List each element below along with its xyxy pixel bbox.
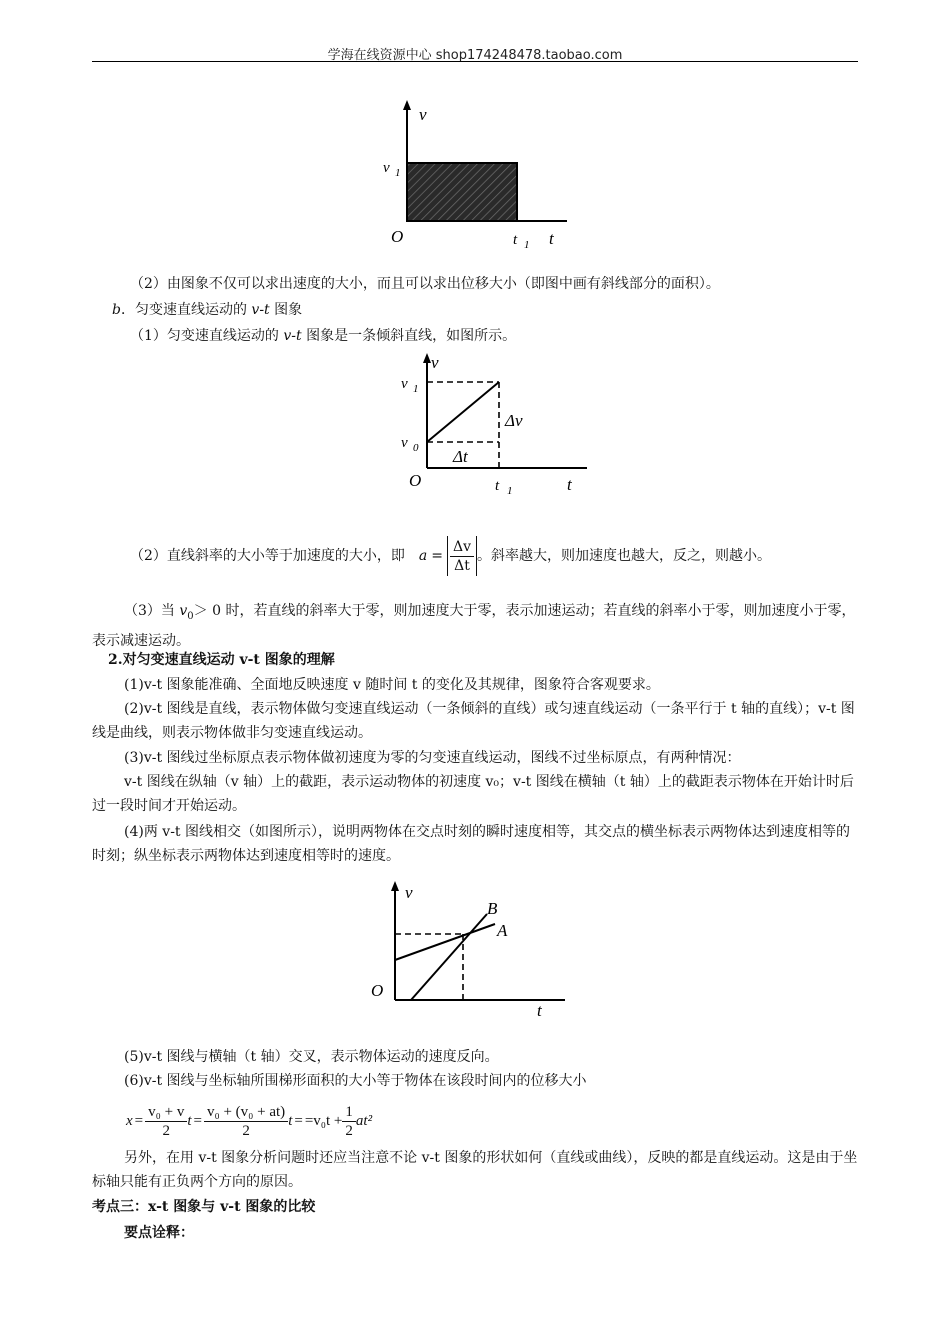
v-axis-label: v	[431, 353, 439, 372]
t-axis-label: t	[549, 229, 554, 248]
line-a-label: A	[497, 921, 508, 940]
t1-sub: 1	[507, 485, 513, 497]
item-b-title: b．匀变速直线运动的 v-t 图象	[112, 302, 303, 318]
v1-label: v	[401, 376, 408, 392]
para-6: (6)v-t 图线与坐标轴所围梯形面积的大小等于物体在该段时间内的位移大小	[124, 1073, 587, 1089]
header-rule	[92, 61, 858, 62]
v-axis-arrow	[391, 881, 399, 891]
origin-label: O	[371, 981, 384, 1000]
v-axis-label: v	[419, 105, 427, 124]
b-label: b	[112, 302, 121, 318]
figure-intersecting-vt	[365, 878, 575, 1028]
para-5: (5)v-t 图线与横轴（t 轴）交叉，表示物体运动的速度反向。	[124, 1049, 499, 1065]
line-a	[395, 924, 495, 960]
t1-sub: 1	[524, 239, 530, 251]
v0-label: v	[401, 435, 408, 451]
shaded-area	[407, 163, 517, 221]
para-7: 另外，在用 v-t 图象分析问题时还应当注意不论 v-t 图象的形状如何（直线或曲线），反映的都是直线运动。这是由于坐标轴只能有正负两个方向的原因。	[92, 1150, 858, 1190]
para-3b: v-t 图线在纵轴（v 轴）上的截距，表示运动物体的初速度 v₀；v-t 图线在横轴（t 轴）上的截距表示物体在开始计时后过一段时间才开始运动。	[92, 774, 854, 814]
t-axis-label: t	[567, 475, 572, 494]
figure-uniform-vt	[375, 96, 575, 256]
item-b3: （3）当 $v_0> 0$ 时，若直线的斜率大于零，则加速度大于零，表示加速运动；若直线的斜率小于零，则加速度小于零，表示减速运动。	[92, 603, 856, 649]
section2-title: 2.对匀变速直线运动 v-t 图象的理解	[108, 652, 335, 668]
item-a2: （2）由图象不仅可以求出速度的大小，而且可以求出位移大小（即图中画有斜线部分的面积）。	[130, 276, 720, 292]
line-b	[411, 914, 487, 1000]
origin-label: O	[391, 227, 404, 246]
item-b2: （2）直线斜率的大小等于加速度的大小，即 a = $\frac{\Delta v}{\Delta t}$ 。斜率越大，则加速度也越大，反之，则越小。	[130, 536, 771, 576]
v-axis-arrow	[403, 100, 411, 110]
key-points-label: 要点诠释：	[124, 1225, 194, 1241]
para-2: (2)v-t 图线是直线，表示物体做匀变速直线运动（一条倾斜的直线）或匀速直线运动（一条平行于 t 轴的直线）；v-t 图线是曲线，则表示物体做非匀变速直线运动。	[92, 701, 855, 741]
t1-label: t	[513, 232, 518, 248]
v1-sub: 1	[413, 383, 419, 395]
slope-line	[427, 382, 499, 442]
displacement-formula: x = $\frac{\text{v₀ + v}}{2}$ t = $\frac{\text{v₀ + (v₀ + at)}}{2}$ t = =v₀t + $\frac{1}{2}$ at²	[126, 1104, 373, 1140]
v0-sub: 0	[413, 442, 419, 454]
delta-v-label: Δv	[505, 411, 523, 430]
para-4: (4)两 v-t 图线相交（如图所示），说明两物体在交点时刻的瞬时速度相等，其交点的横坐标表示两物体达到速度相等的时刻；纵坐标表示两物体达到速度相等时的速度。	[92, 824, 850, 864]
v1-sub: 1	[395, 167, 401, 179]
para-1: (1)v-t 图象能准确、全面地反映速度 v 随时间 t 的变化及其规律，图象符合客观要求。	[124, 677, 660, 693]
v-axis-label: v	[405, 883, 413, 902]
v1-label: v	[383, 160, 390, 176]
para-3: (3)v-t 图线过坐标原点表示物体做初速度为零的匀变速直线运动，图线不过坐标原点，有两种情况：	[124, 750, 741, 766]
v-axis-arrow	[423, 353, 431, 363]
line-b-label: B	[487, 899, 498, 918]
t-axis-label: t	[537, 1001, 542, 1020]
origin-label: O	[409, 471, 422, 490]
kaodian3-title: 考点三：x-t 图象与 v-t 图象的比较	[92, 1199, 316, 1215]
delta-t-label: Δt	[453, 447, 468, 466]
item-b1: （1）匀变速直线运动的 v-t 图象是一条倾斜直线，如图所示。	[130, 328, 517, 344]
figure-accelerated-vt	[395, 350, 595, 500]
t1-label: t	[495, 478, 500, 494]
page-header: 学海在线资源中心 shop174248478.taobao.com	[327, 48, 623, 63]
